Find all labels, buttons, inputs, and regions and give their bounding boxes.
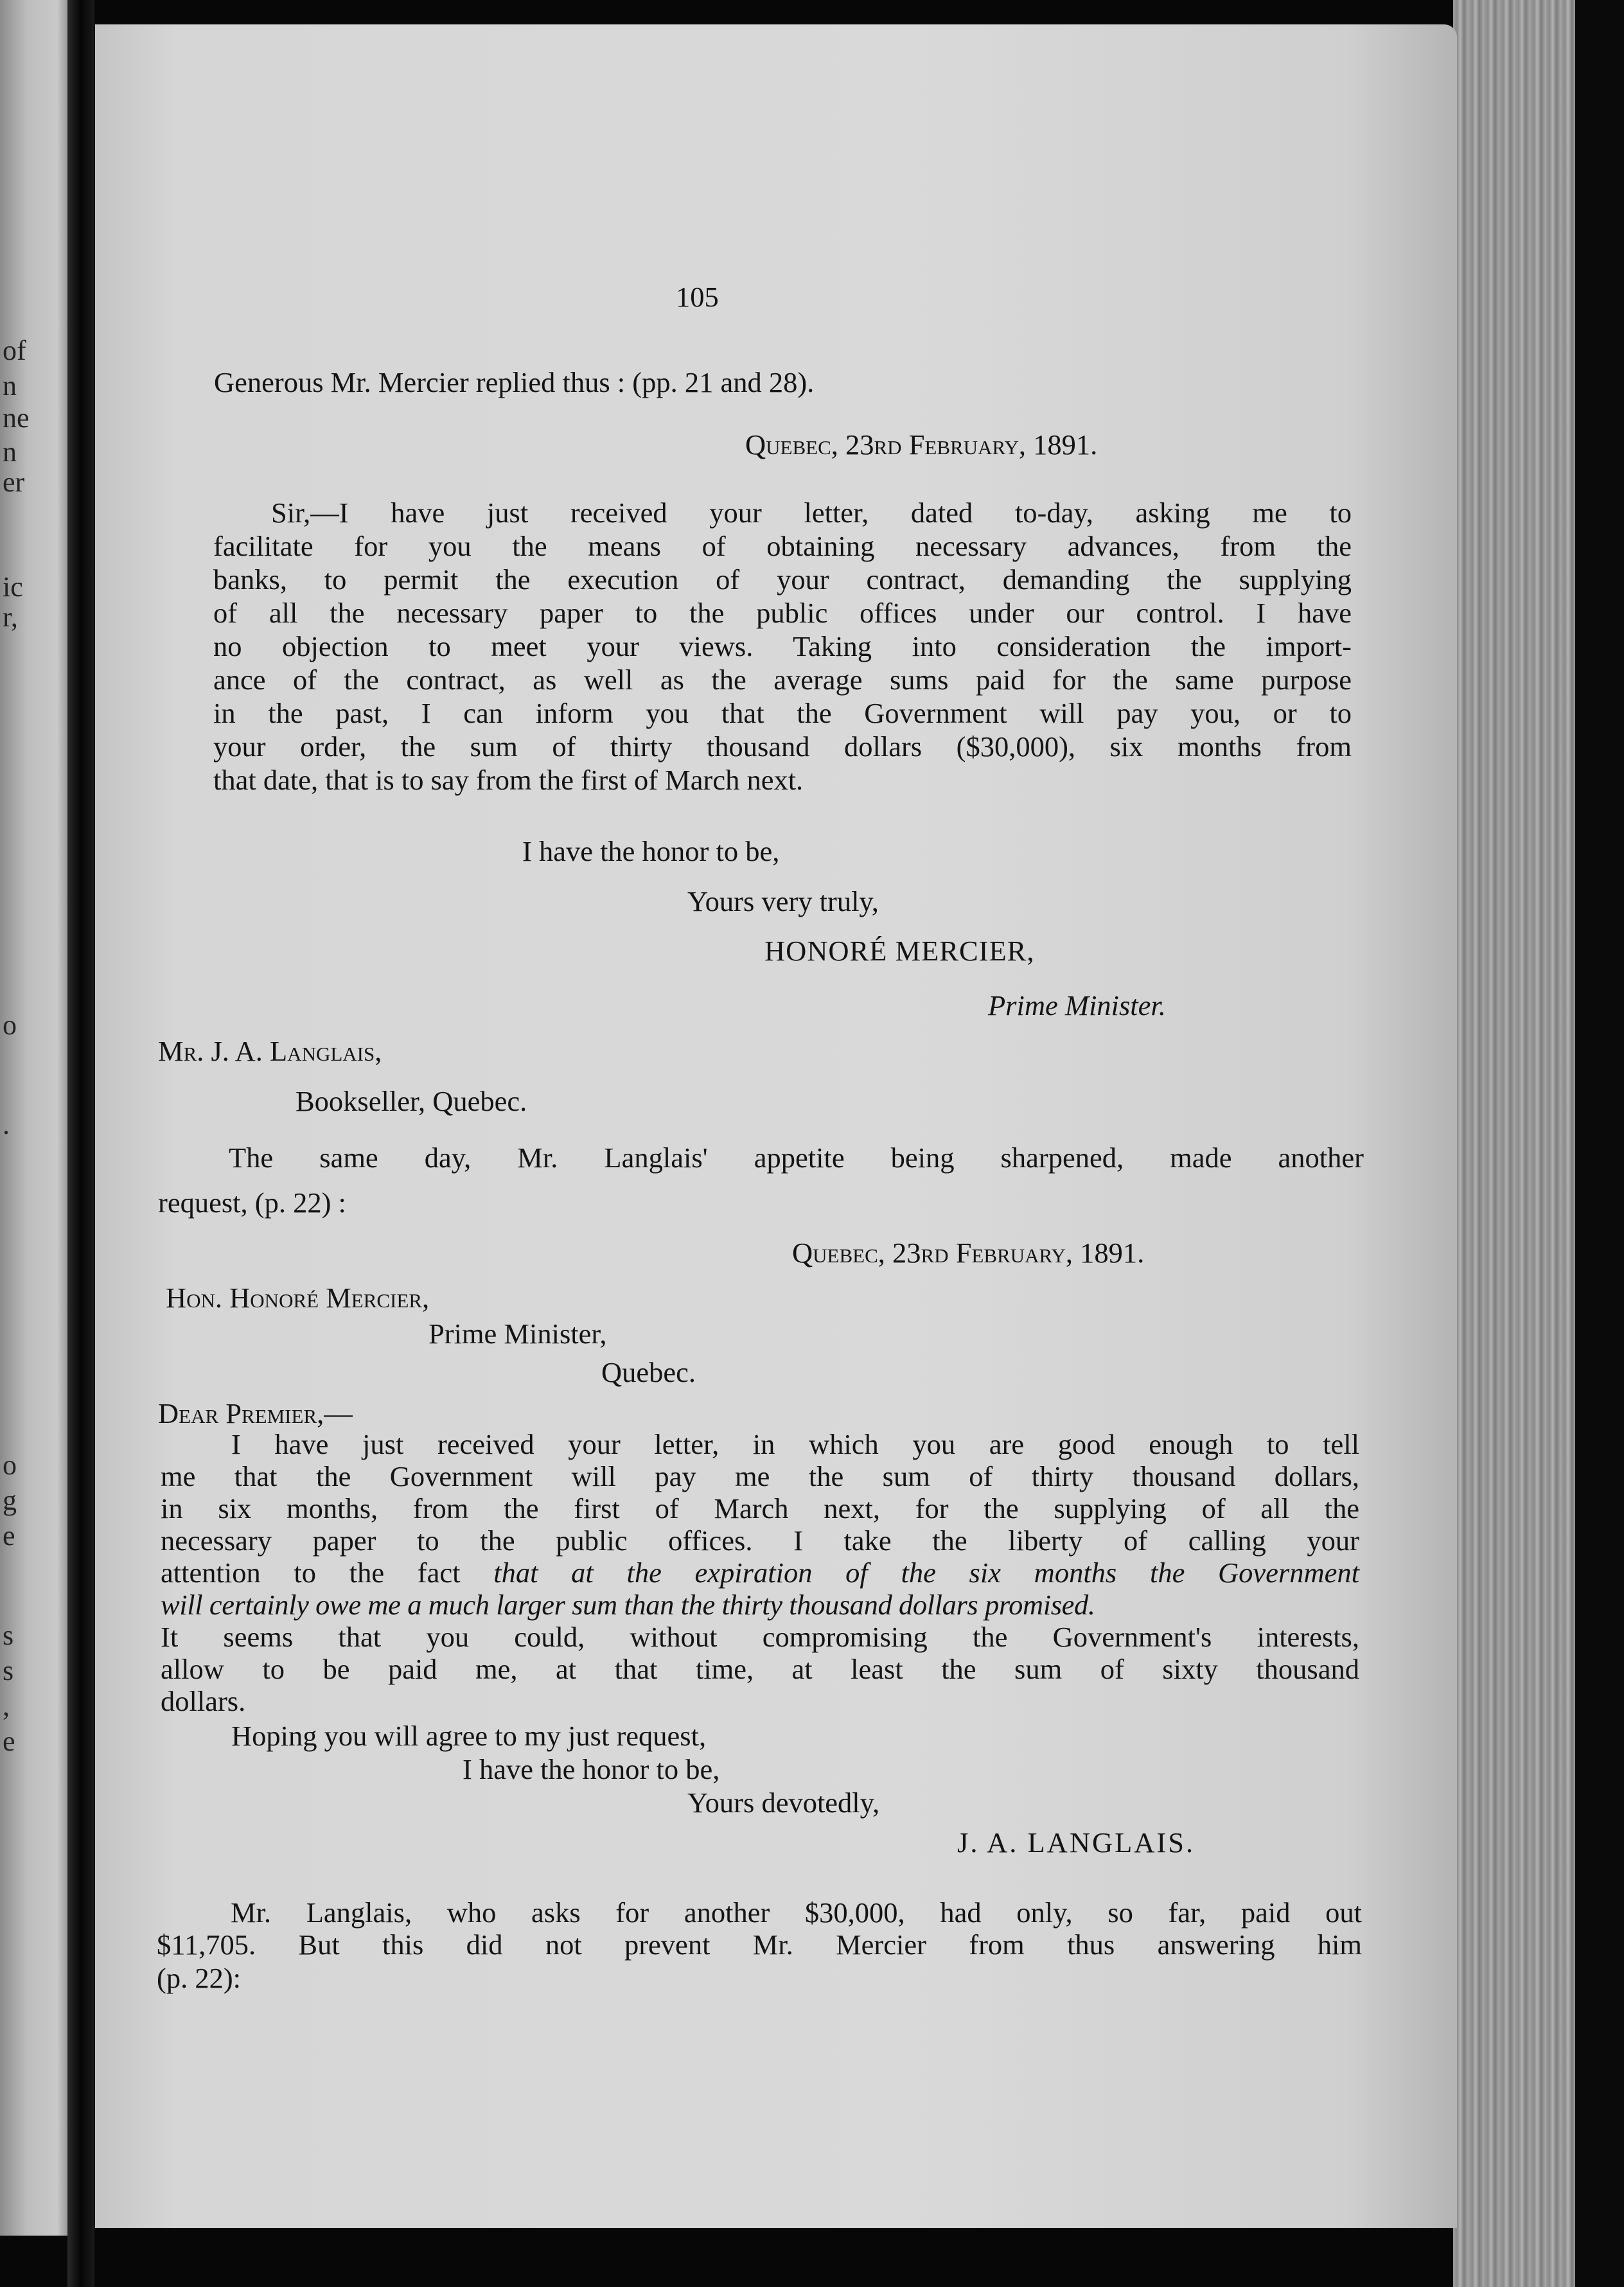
- book-page: [95, 24, 1457, 2228]
- facing-page-edge: [0, 0, 67, 2236]
- letter2-signature: J. A. LANGLAIS.: [957, 1826, 1196, 1859]
- letter2-recipient-title: Prime Minister,: [428, 1318, 607, 1350]
- final-paragraph-line: (p. 22):: [157, 1962, 242, 1994]
- final-paragraph-line: $11,705. But this did not prevent Mr. Mercier from thus answering him: [157, 1929, 1362, 1961]
- fragment: g: [3, 1485, 17, 1516]
- letter2-closing-yours: Yours devotedly,: [687, 1787, 880, 1819]
- letter2-closing: I have the honor to be,: [463, 1753, 720, 1785]
- letter1-body-line: that date, that is to say from the first of March next.: [213, 764, 804, 796]
- letter1-addressee-title: Bookseller, Quebec.: [296, 1085, 527, 1117]
- fragment: e: [3, 1726, 15, 1757]
- letter2-hoping: Hoping you will agree to my just request,: [231, 1720, 707, 1752]
- letter2-body-line: allow to be paid me, at that time, at least the sum of sixty thousand: [161, 1653, 1359, 1685]
- fragment: ic: [3, 571, 23, 603]
- letter1-signature: HONORÉ MERCIER,: [764, 935, 1035, 967]
- letter1-body-line: of all the necessary paper to the public offices under our control. I have: [213, 597, 1352, 629]
- letter2-body-line: I have just received your letter, in which you are good enough to tell: [231, 1428, 1359, 1460]
- fragment: s: [3, 1620, 14, 1651]
- fragment: s: [3, 1655, 14, 1686]
- letter1-body-line: Sir,—I have just received your letter, dated to-day, asking me to: [271, 497, 1352, 529]
- letter2-recipient: Hon. Honoré Mercier,: [166, 1282, 430, 1314]
- letter2-body-line: necessary paper to the public offices. I take the liberty of calling your: [161, 1524, 1359, 1557]
- fragment: o: [3, 1009, 17, 1041]
- letter1-body-line: facilitate for you the means of obtaining necessary advances, from the: [213, 530, 1352, 562]
- letter2-body-line: dollars.: [161, 1685, 246, 1717]
- fragment: ,: [3, 1690, 10, 1722]
- fragment: of: [3, 335, 26, 366]
- letter1-body-line: no objection to meet your views. Taking into consideration the import-: [213, 630, 1352, 662]
- letter1-body-line: in the past, I can inform you that the Government will pay you, or to: [213, 697, 1352, 729]
- letter1-body-line: banks, to permit the execution of your contract, demanding the supplying: [213, 563, 1352, 596]
- letter1-body-line: your order, the sum of thirty thousand dollars ($30,000), six months from: [213, 730, 1352, 763]
- letter2-italic-line: will certainly owe me a much larger sum than the thirty thousand dollars promised.: [161, 1589, 1095, 1621]
- fragment: n: [3, 370, 17, 402]
- letter2-salutation: Dear Premier,—: [158, 1397, 353, 1429]
- letter2-body-line: It seems that you could, without compromising the Government's interests,: [161, 1621, 1359, 1653]
- letter1-body-line: ance of the contract, as well as the average sums paid for the same purpose: [213, 664, 1352, 696]
- letter1-closing: I have the honor to be,: [522, 835, 780, 867]
- fragment: .: [3, 1109, 10, 1140]
- letter1-signature-title: Prime Minister.: [988, 989, 1166, 1021]
- transition-line: request, (p. 22) :: [158, 1187, 346, 1219]
- letter2-dateline: Quebec, 23rd February, 1891.: [792, 1237, 1145, 1269]
- fragment: ne: [3, 402, 30, 434]
- fragment: o: [3, 1449, 17, 1481]
- letter2-body-line: me that the Government will pay me the sum of thirty thousand dollars,: [161, 1460, 1359, 1492]
- stacked-page-edges: [1453, 0, 1624, 2287]
- letter1-closing-yours: Yours very truly,: [687, 885, 879, 917]
- fragment: e: [3, 1520, 15, 1551]
- letter1-dateline: Quebec, 23rd February, 1891.: [745, 428, 1098, 461]
- book-gutter: [67, 0, 94, 2287]
- letter1-addressee: Mr. J. A. Langlais,: [158, 1035, 382, 1067]
- letter2-body-line: in six months, from the first of March next, for the supplying of all the: [161, 1492, 1359, 1524]
- transition-line: The same day, Mr. Langlais' appetite being sharpened, made another: [229, 1142, 1364, 1174]
- final-paragraph-line: Mr. Langlais, who asks for another $30,000, had only, so far, paid out: [231, 1896, 1362, 1929]
- page-number: 105: [676, 281, 719, 313]
- fragment: r,: [3, 601, 18, 633]
- fragment: n: [3, 436, 17, 468]
- intro-line: Generous Mr. Mercier replied thus : (pp. 21 and 28).: [214, 366, 815, 398]
- letter2-recipient-city: Quebec.: [601, 1356, 696, 1388]
- letter2-italic-text: that at the expiration of the six months the Government: [493, 1557, 1359, 1589]
- fragment: er: [3, 466, 25, 498]
- letter2-body-line-emphasis: [161, 1559, 1359, 1587]
- letter2-body-text: attention to the fact: [161, 1557, 494, 1589]
